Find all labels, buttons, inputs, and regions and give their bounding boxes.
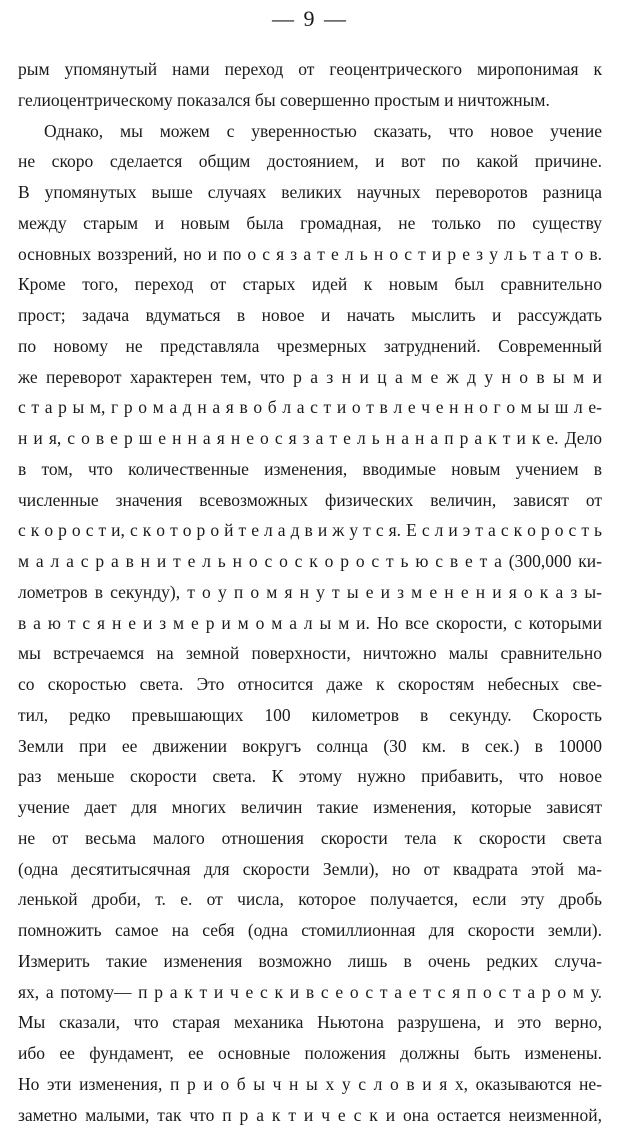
text-line: ях, а потому— п р а к т и ч е с к и в с е о с т а е т с я п о с т а р о м у.: [18, 977, 602, 1008]
text-line: численные значения всевозможных физических величин, зависят от: [18, 485, 602, 516]
text-line: Мы сказали, что старая механика Ньютона разрушена, и это верно,: [18, 1007, 602, 1038]
text-line: учение дает для многих величин такие изменения, которые зависят: [18, 792, 602, 823]
text-line: с к о р о с т и, с к о т о р о й т е л а д в и ж у т с я. Е с л и э т а с к о р о с т ь: [18, 515, 602, 546]
text-line: со скоростью света. Это относится даже к скоростям небесных све-: [18, 669, 602, 700]
text-line: Земли при ее движении вокругъ солнца (30 км. в сек.) в 10000: [18, 731, 602, 762]
text-line: м а л а с р а в н и т е л ь н о с о с к о р о с т ь ю с в е т а (300,000 ки-: [18, 546, 602, 577]
text-line: раз меньше скорости света. К этому нужно прибавить, что новое: [18, 761, 602, 792]
text-line: гелиоцентрическому показался бы совершенно простым и ничтожным.: [18, 85, 602, 116]
text-line: Но эти изменения, п р и о б ы ч н ы х у с л о в и я х, оказываются не-: [18, 1069, 602, 1100]
text-line: помножить самое на себя (одна стомиллионная для скорости земли).: [18, 915, 602, 946]
text-line: в том, что количественные изменения, вводимые новым учением в: [18, 454, 602, 485]
text-line: между старым и новым была громадная, не только по существу: [18, 208, 602, 239]
text-line: Однако, мы можем с уверенностью сказать, что новое учение: [18, 116, 602, 147]
text-line: В упомянутых выше случаях великих научных переворотов разница: [18, 177, 602, 208]
text-line: заметно малыми, так что п р а к т и ч е с к и она остается неизменной,: [18, 1100, 602, 1130]
text-line: (одна десятитысячная для скорости Земли), но от квадрата этой ма-: [18, 854, 602, 885]
text-line: Измерить такие изменения возможно лишь в очень редких случа-: [18, 946, 602, 977]
text-line: тил, редко превышающих 100 километров в секунду. Скорость: [18, 700, 602, 731]
text-line: ленькой дроби, т. е. от числа, которое получается, если эту дробь: [18, 884, 602, 915]
text-line: же переворот характерен тем, что р а з н и ц а м е ж д у н о в ы м и: [18, 362, 602, 393]
text-line: не от весьма малого отношения скорости тела к скорости света: [18, 823, 602, 854]
page-number: — 9 —: [0, 6, 620, 32]
body-text: [18, 54, 602, 1130]
text-line: основных воззрений, но и по о с я з а т е л ь н о с т и р е з у л ь т а т о в.: [18, 239, 602, 270]
text-line: Кроме того, переход от старых идей к новым был сравнительно: [18, 269, 602, 300]
text-line: в а ю т с я н е и з м е р и м о м а л ы м и. Но все скорости, с которыми: [18, 608, 602, 639]
text-line: н и я, с о в е р ш е н н а я н е о с я з а т е л ь н а н а п р а к т и к е. Дело: [18, 423, 602, 454]
text-line: ибо ее фундамент, ее основные положения должны быть изменены.: [18, 1038, 602, 1069]
text-line: прост; задача вдуматься в новое и начать мыслить и рассуждать: [18, 300, 602, 331]
text-line: с т а р ы м, г р о м а д н а я в о б л а с т и о т в л е ч е н н о г о м ы ш л е-: [18, 392, 602, 423]
text-line: рым упомянутый нами переход от геоцентрического миропонимая к: [18, 54, 602, 85]
text-line: лометров в секунду), т о у п о м я н у т ы е и з м е н е н и я о к а з ы-: [18, 577, 602, 608]
text-line: мы встречаемся на земной поверхности, ничтожно малы сравнительно: [18, 638, 602, 669]
text-line: не скоро сделается общим достоянием, и вот по какой причине.: [18, 146, 602, 177]
text-line: по новому не представляла чрезмерных затруднений. Современный: [18, 331, 602, 362]
